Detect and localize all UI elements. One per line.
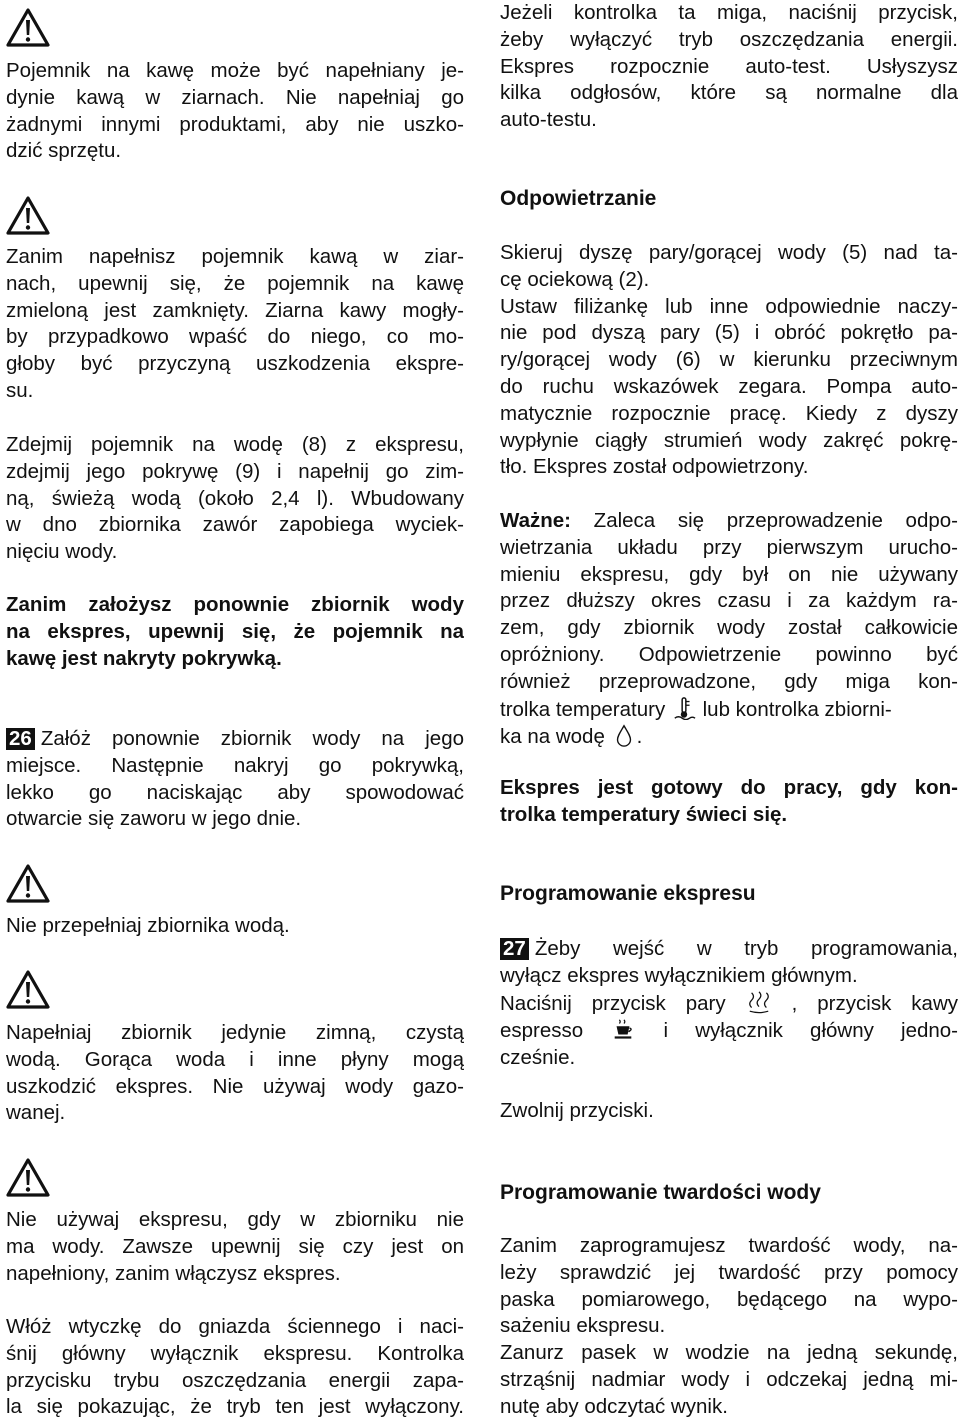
paragraph-important: Ważne: Zaleca się przeprowadzenie odpo- wietrzania układu przy pierwszym urucho- mieniu ekspresu, gdy był on nie używany przez dłuższy okres czasu i za każdym ra- zem, gdy zbiornik wody został całkowicie opróżniony. Odpowietrzenie powinno być również przeprowadzone, gdy miga kon- trolka temperatury lub kontrolka zbiorni- ka na wodę . [500, 509, 958, 749]
warning-icon [6, 1158, 50, 1198]
important-label: Ważne: [500, 509, 571, 532]
heading-water-hardness: Programowanie twardości wody [500, 1181, 821, 1204]
warning-icon [6, 8, 50, 48]
step-number-badge: 26 [6, 728, 35, 750]
heading-programming: Programowanie ekspresu [500, 882, 756, 905]
warning-text-2: Zanim napełnisz pojemnik kawą w ziar- nach, upewnij się, że pojemnik na kawę zmieloną jest zamknięty. Ziarna kawy mogły- by przypadkowo wpaść do niego, co mo- głoby być przyczyną uszkodzenia ekspre- su. [6, 245, 464, 402]
heading-venting: Odpowietrzanie [500, 187, 657, 210]
paragraph-power-on: Włóż wtyczkę do gniazda ściennego i naci- śnij główny wyłącznik ekspresu. Kontrolka przycisku trybu oszczędzania energii zapa- la się pokazując, że tryb ten jest wyłączony. [6, 1315, 464, 1419]
warning-text-5: Nie używaj ekspresu, gdy w zbiorniku nie ma wody. Zawsze upewnij się czy jest on napełniony, zanim włączysz ekspres. [6, 1208, 464, 1285]
steam-icon [746, 990, 772, 1014]
warning-text-4: Napełniaj zbiornik jedynie zimną, czystą wodą. Gorąca woda i inne płyny mogą uszkodzić ekspres. Nie używaj wody gazo- wanej. [6, 1021, 464, 1125]
espresso-cup-icon [610, 1017, 636, 1041]
warning-icon [6, 196, 50, 236]
step-number-badge: 27 [500, 938, 529, 960]
step-27: 27 Żeby wejść w tryb programowania, wyłącz ekspres wyłącznikiem głównym. Naciśnij przycisk pary , przycisk kawy espresso i wyłącznik główny jedno- cześnie. [500, 937, 958, 1070]
paragraph-self-test: Jeżeli kontrolka ta miga, naciśnij przycisk, żeby wyłączyć tryb oszczędzania energii. Ekspres rozpocznie auto-test. Usłyszysz kilka odgłosów, które są normalne dla auto-testu. [500, 1, 958, 132]
warning-icon [6, 970, 50, 1010]
warning-icon [6, 864, 50, 904]
paragraph-fill-tank: Zdejmij pojemnik na wodę (8) z ekspresu, zdejmij jego pokrywę (9) i napełnij go zim- ną, świeżą wodą (około 2,4 l). Wbudowany w dno zbiornika zawór zapobiega wyciek- nięciu wody. [6, 433, 464, 564]
paragraph-water-hardness: Zanim zaprogramujesz twardość wody, na- leży sprawdzić jej twardość przy pomocy paska pomiarowego, będącego na wypo- sażeniu ekspresu. Zanurz pasek w wodzie na jedną sekundę, strząśnij nadmiar wody i odczekaj jedną mi- nutę aby odczytać wynik. [500, 1234, 958, 1418]
warning-text-1: Pojemnik na kawę może być napełniany je- dynie kawą w ziarnach. Nie napełniaj go żadnymi innymi produktami, aby nie uszko- dzić sprzętu. [6, 59, 464, 163]
water-drop-icon [611, 723, 637, 747]
step-26: 26 Załóż ponownie zbiornik wody na jego miejsce. Następnie nakryj go pokrywką, lekko go naciskając aby spowodować otwarcie się zaworu w jego dnie. [6, 727, 464, 831]
bold-note-lid: Zanim założysz ponownie zbiornik wody na ekspres, upewnij się, że pojemnik na kawę jest nakryty pokrywką. [6, 593, 464, 670]
bold-note-ready: Ekspres jest gotowy do pracy, gdy kon- trolka temperatury świeci się. [500, 776, 958, 826]
paragraph-venting: Skieruj dyszę pary/gorącej wody (5) nad ta- cę ociekową (2). Ustaw filiżankę lub inne odpowiednie naczy- nie pod dyszą pary (5) i obróć pokrętło pa- ry/gorącej wody (6) w kierunku przeciwnym do ruchu wskazówek zegara. Pompa auto- matycznie rozpocznie pracę. Kiedy z dyszy wypłynie ciągły strumień wody zakręć pokrę- tło. Ekspres został odpowietrzony. [500, 241, 958, 479]
release-buttons-text: Zwolnij przyciski. [500, 1099, 654, 1122]
thermometer-icon [671, 696, 697, 720]
right-column [500, 0, 958, 1422]
left-column [6, 0, 464, 1422]
warning-text-3: Nie przepełniaj zbiornika wodą. [6, 914, 290, 937]
